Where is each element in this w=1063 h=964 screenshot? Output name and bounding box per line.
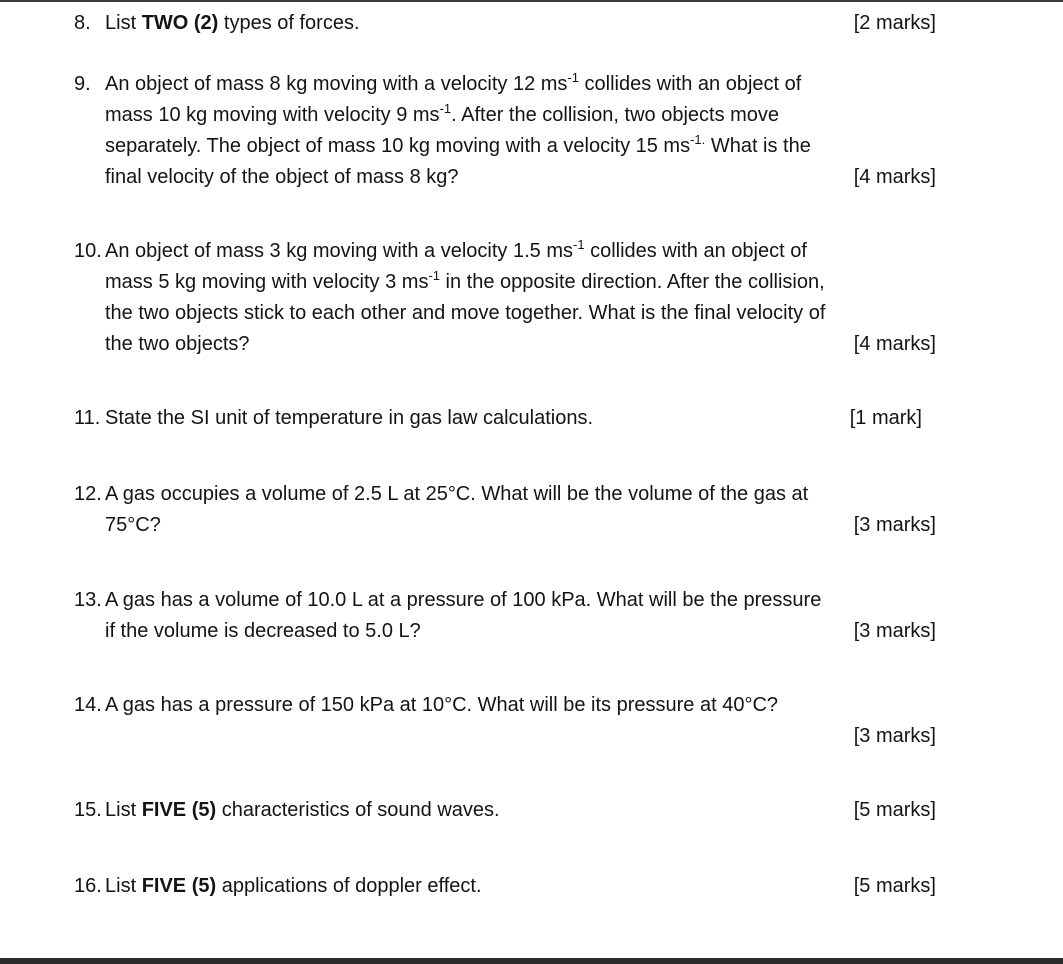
marks: [3 marks] — [853, 725, 936, 747]
question-number: 14. — [74, 694, 102, 716]
question-number: 12. — [74, 483, 102, 505]
marks: [3 marks] — [853, 620, 936, 642]
question-number: 13. — [74, 589, 102, 611]
question-10 — [74, 236, 950, 360]
marks: [2 marks] — [853, 12, 936, 34]
marks: [1 mark] — [849, 407, 922, 429]
question-number: 15. — [74, 799, 102, 821]
top-border — [0, 0, 1063, 2]
bottom-border — [0, 958, 1063, 964]
question-text: List FIVE (5) applications of doppler effect. — [105, 875, 482, 897]
marks: [3 marks] — [853, 514, 936, 536]
question-number: 8. — [74, 12, 91, 34]
question-16 — [74, 871, 950, 902]
question-text: A gas occupies a volume of 2.5 L at 25°C. What will be the volume of the gas at 75°C? [3 marks] — [105, 479, 950, 541]
marks: [4 marks] — [853, 166, 936, 188]
question-text: State the SI unit of temperature in gas law calculations. — [105, 407, 594, 429]
question-text: A gas has a volume of 10.0 L at a pressure of 100 kPa. What will be the pressure if the volume is decreased to 5.0 L? [3 marks] — [105, 585, 950, 647]
question-11 — [74, 403, 950, 434]
question-text: An object of mass 3 kg moving with a velocity 1.5 $ms^{-1}$ collides with an object of mass 5 kg moving with velocity 3 $ms^{-1}$ in the opposite direction. After the collision, the two objects stick to each other and move together. What is the final velocity of the two objects? [4 marks] — [105, 236, 950, 360]
question-14 — [74, 690, 950, 752]
question-8 — [74, 8, 950, 39]
question-text: A gas has a pressure of 150 kPa at 10°C. What will be its pressure at 40°C? [3 marks] — [105, 690, 950, 752]
question-number: 11. — [74, 407, 101, 429]
question-15 — [74, 795, 950, 826]
question-number: 9. — [74, 73, 91, 95]
question-text: List TWO (2) types of forces. — [105, 12, 360, 34]
question-12 — [74, 479, 950, 541]
question-9 — [74, 69, 950, 193]
marks: [5 marks] — [853, 875, 936, 897]
question-number: 16. — [74, 875, 102, 897]
question-text: List FIVE (5) characteristics of sound waves. — [105, 799, 500, 821]
question-number: 10. — [74, 240, 102, 262]
marks: [5 marks] — [853, 799, 936, 821]
question-13 — [74, 585, 950, 647]
question-text: An object of mass 8 kg moving with a velocity 12 $ms^{-1}$ collides with an object of mass 10 kg moving with velocity 9 $ms^{-1}$. After the collision, two objects move separately. The object of mass 10 kg moving with a velocity 15 $ms^{-1.}$ What is the final velocity of the object of mass 8 kg? [4 marks] — [105, 69, 950, 193]
marks: [4 marks] — [853, 333, 936, 355]
